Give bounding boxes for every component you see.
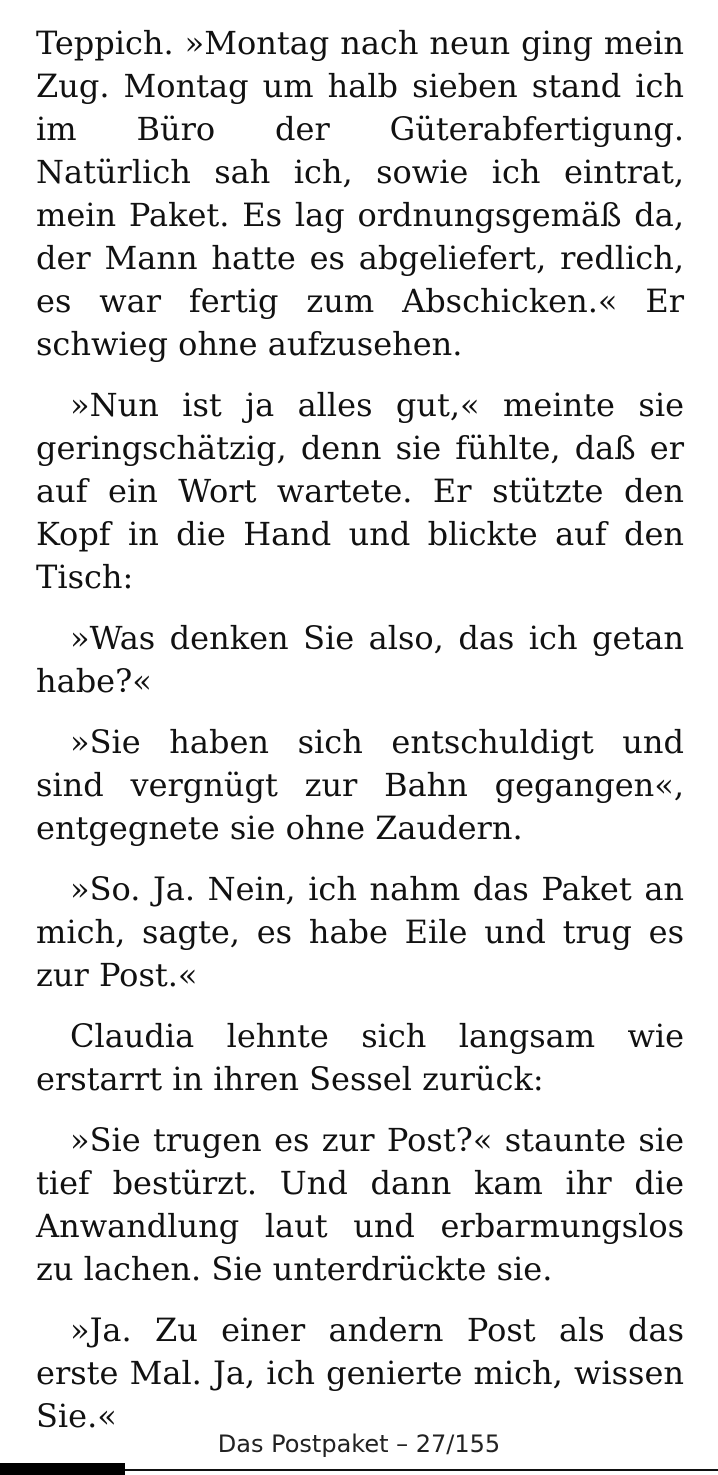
paragraph: Claudia lehnte sich langsam wie erstarrt in ihren Sessel zurück: <box>36 1017 684 1098</box>
page-text <box>36 22 684 1456</box>
paragraph: »Sie trugen es zur Post?« staunte sie tief bestürzt. Und dann kam ihr die Anwandlung laut und erbarmungslos zu lachen. Sie unterdrückte sie. <box>36 1121 684 1288</box>
paragraph: »Was denken Sie also, das ich getan habe?« <box>36 619 684 700</box>
paragraph: »Sie haben sich entschuldigt und sind vergnügt zur Bahn gegangen«, entgegnete sie ohne Zaudern. <box>36 723 684 847</box>
paragraph: »Nun ist ja alles gut,« meinte sie geringschätzig, denn sie fühlte, daß er auf ein Wort wartete. Er stützte den Kopf in die Hand und blickte auf den Tisch: <box>36 386 684 596</box>
paragraph: Teppich. »Montag nach neun ging mein Zug. Montag um halb sieben stand ich im Büro der Güterabfertigung. Natürlich sah ich, sowie ich eintrat, mein Paket. Es lag ordnungsgemäß da, der Mann hatte es abgeliefert, redlich, es war fertig zum Abschicken.« Er schwieg ohne aufzusehen. <box>36 24 684 363</box>
page-indicator: Das Postpaket – 27/155 <box>217 1430 501 1458</box>
paragraph: »So. Ja. Nein, ich nahm das Paket an mich, sagte, es habe Eile und trug es zur Post.« <box>36 870 684 994</box>
paragraph: »Ja. Zu einer andern Post als das erste Mal. Ja, ich genierte mich, wissen Sie.« <box>36 1311 684 1435</box>
reading-progress-fill <box>0 1463 125 1475</box>
